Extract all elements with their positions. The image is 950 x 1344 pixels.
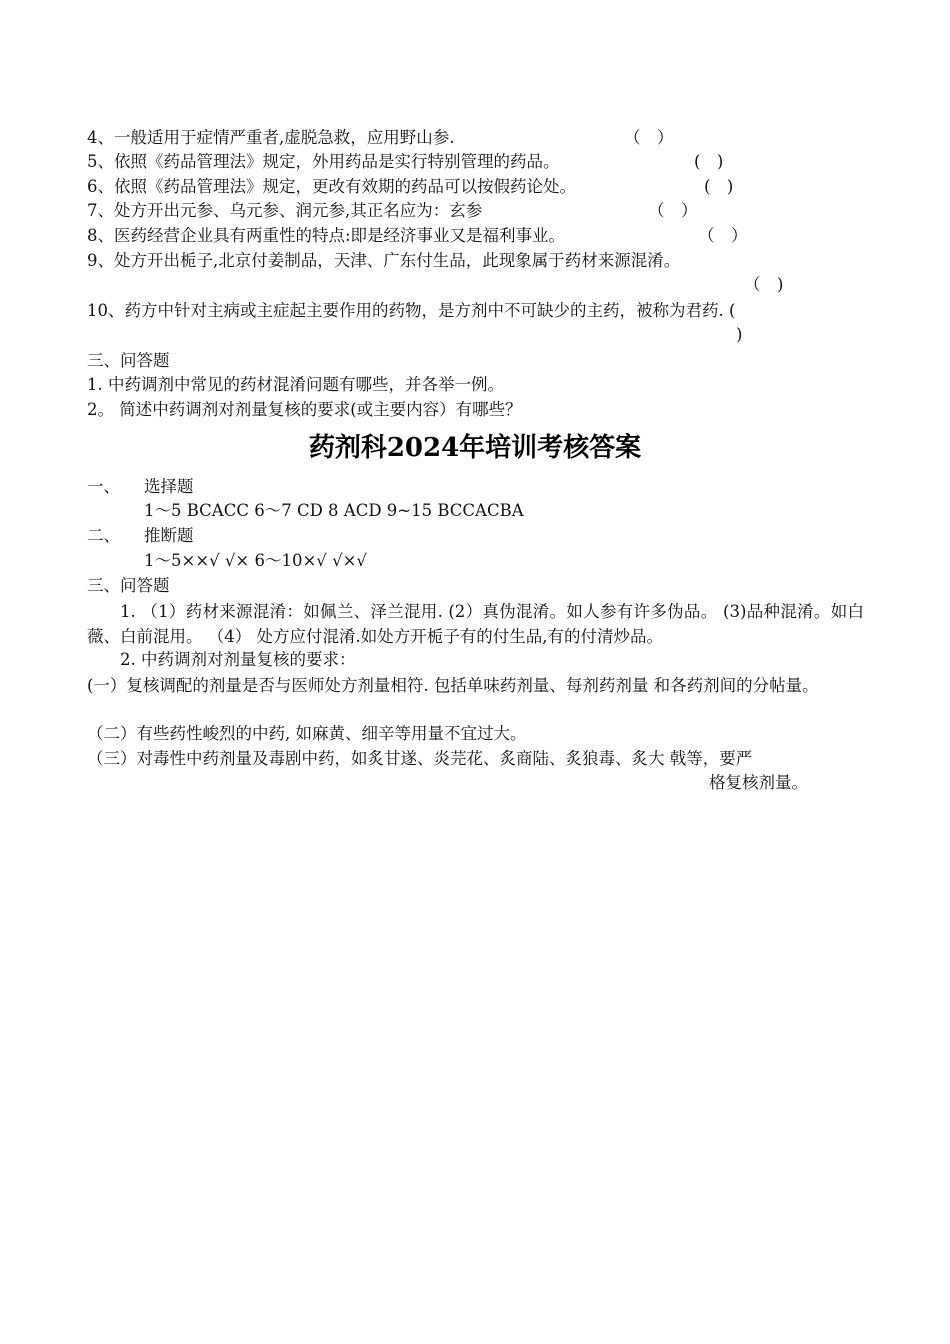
question-4: 4、一般适用于症情严重者,虚脱急救，应用野山参.: [87, 128, 455, 147]
essay-question-2: 2。 简述中药调剂对剂量复核的要求(或主要内容）有哪些？: [87, 400, 522, 419]
answer-section-1-heading: 选择题: [144, 477, 194, 496]
essay-answer-2-item-1: (一）复核调配的剂量是否与医师处方剂量相符. 包括单味药剂量、每剂药剂量 和各药剂间的分帖量。: [87, 676, 819, 695]
question-10: 10、药方中针对主病或主症起主要作用的药物，是方剂中不可缺少的主药，被称为君药. (: [87, 301, 736, 320]
essay-answer-2-item-2: （二）有些药性峻烈的中药, 如麻黄、细辛等用量不宜过大。: [87, 724, 527, 743]
question-9: 9、处方开出栀子,北京付姜制品，天津、广东付生品，此现象属于药材来源混淆。: [87, 251, 681, 270]
answer-section-2-label: 二、: [87, 526, 120, 545]
answer-blank-5: ( ): [694, 152, 724, 171]
answer-section-3-heading: 三、问答题: [87, 576, 170, 595]
answer-blank-4: （ ）: [624, 128, 674, 147]
answer-blank-7: （ ）: [648, 201, 698, 220]
essay-answer-2-item-3-continued: 格复核剂量。: [709, 773, 808, 792]
essay-answer-2-item-3: （三）对毒性中药剂量及毒剧中药，如炙甘遂、炎芫花、炙商陆、炙狼毒、炙大 戟等，要严: [87, 749, 753, 768]
judgment-answers: 1～5××√ √× 6～10×√ √×√: [144, 551, 367, 570]
answer-blank-10: ): [736, 325, 743, 344]
answer-section-1-label: 一、: [87, 477, 120, 496]
section-3-heading: 三、问答题: [87, 351, 170, 370]
question-6: 6、依照《药品管理法》规定，更改有效期的药品可以按假药论处。: [87, 177, 576, 196]
question-8: 8、医药经营企业具有两重性的特点:即是经济事业又是福利事业。: [87, 226, 566, 245]
choice-answers: 1～5 BCACC 6～7 CD 8 ACD 9~15 BCCACBA: [144, 501, 524, 520]
answer-section-2-heading: 推断题: [144, 526, 194, 545]
essay-answer-2-heading: 2. 中药调剂对剂量复核的要求：: [120, 650, 356, 669]
answer-blank-6: ( ): [704, 177, 734, 196]
question-5: 5、依照《药品管理法》规定，外用药品是实行特别管理的药品。: [87, 152, 560, 171]
answer-title: 药剂科2024年培训考核答案: [308, 433, 642, 463]
answer-blank-8: （ ）: [698, 226, 748, 245]
essay-answer-1: 1. （1）药材来源混淆：如佩兰、泽兰混用. (2）真伪混淆。如人参有许多伪品。 (3)品种混淆。如白薇、白前混用。 （4） 处方应付混淆.如处方开栀子有的付生品,有的付清炒品。: [87, 602, 864, 646]
question-7: 7、处方开出元参、乌元参、润元参,其正名应为：玄参: [87, 201, 483, 220]
essay-question-1: 1. 中药调剂中常见的药材混淆问题有哪些，并各举一例。: [87, 375, 504, 394]
answer-blank-9: （ ): [744, 275, 784, 294]
